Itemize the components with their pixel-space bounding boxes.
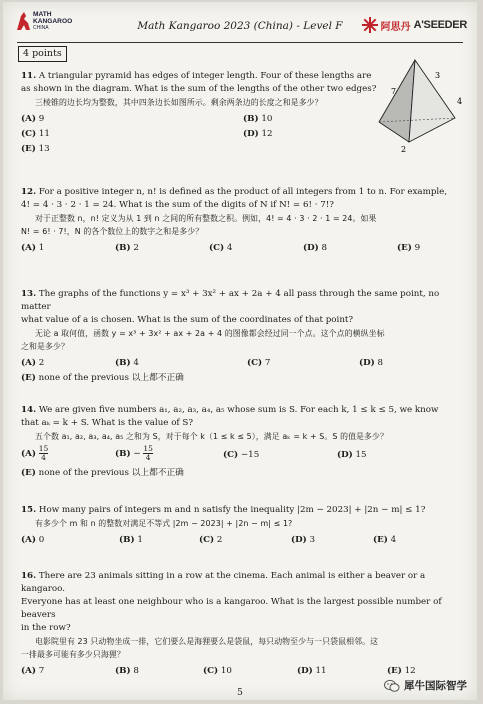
question-14 — [21, 404, 463, 482]
option-c: (C) 10 — [203, 666, 232, 676]
option-b: (B) 8 — [115, 666, 139, 676]
option-a: (A) 0 — [21, 535, 45, 545]
aseeder-logo — [362, 16, 467, 34]
option-b: (B) 1 — [119, 535, 143, 545]
option-c: (C) 7 — [247, 358, 271, 368]
option-b: (B) − $\frac{15}{4}$ — [115, 444, 153, 462]
page-header — [3, 2, 477, 42]
question-text: 13. The graphs of the functions y = x³ + 3x² + ax + 2a + 4 all pass through the same point, no matter — [21, 289, 440, 312]
question-text: in the row? — [21, 623, 71, 633]
options-row — [21, 534, 463, 549]
page-number: 5 — [237, 688, 243, 698]
question-15 — [21, 504, 463, 549]
question-13 — [21, 288, 463, 387]
option-d: (D) 15 — [337, 450, 367, 460]
option-d: (D) 8 — [303, 243, 328, 253]
edge-label: 4 — [457, 97, 463, 106]
fraction: $\frac{15}{4}$ — [143, 444, 153, 462]
question-text-cn: 电影院里有 23 只动物坐成一排，它们要么是海狸要么是袋鼠，每只动物至少与一只袋鼠相邻。这 — [35, 637, 379, 646]
options-row — [21, 467, 463, 482]
option-c: (C) 4 — [209, 243, 233, 253]
aseeder-en-name: A'SEEDER — [413, 19, 467, 31]
options-row — [21, 357, 463, 372]
question-text: 15. How many pairs of integers m and n satisfy the inequality |2m − 2023| + |2n − m| ≤ 1? — [21, 505, 426, 515]
question-text: that aₖ = k + S. What is the value of S? — [21, 418, 194, 428]
option-d: (D) 8 — [359, 358, 384, 368]
fraction: $\frac{15}{4}$ — [38, 444, 49, 462]
option-a: (A) 7 — [21, 666, 45, 676]
option-e: (E) 13 — [21, 144, 50, 154]
math-kangaroo-wordmark: MATH KANGAROO CHINA — [33, 11, 73, 31]
wechat-icon — [384, 679, 400, 693]
option-b: (B) 10 — [243, 114, 273, 124]
option-a: (A) 1 — [21, 243, 45, 253]
option-b: (B) 4 — [115, 358, 139, 368]
option-e: (E) none of the previous 以上都不正确 — [21, 373, 184, 383]
question-text: what value of a is chosen. What is the sum of the coordinates of that point? — [21, 315, 354, 325]
option-e: (E) none of the previous 以上都不正确 — [21, 468, 184, 478]
question-text: 11. A triangular pyramid has edges of integer length. Four of these lengths are — [21, 71, 372, 81]
question-text-cn: 之和是多少？ — [21, 342, 69, 351]
aseeder-star-icon — [362, 17, 378, 33]
aseeder-cn-name: 阿思丹 — [380, 21, 411, 33]
watermark — [384, 678, 467, 693]
pyramid-figure — [371, 58, 471, 154]
options-row — [21, 445, 463, 467]
option-c: (C) −15 — [223, 450, 260, 460]
option-c: (C) 11 — [21, 129, 50, 139]
points-label: 4 points — [18, 46, 67, 62]
option-d: (D) 11 — [297, 666, 327, 676]
option-a: (A) $\frac{15}{4}$ — [21, 444, 49, 462]
options-row — [21, 242, 463, 257]
question-text: 16. There are 23 animals sitting in a row at the cinema. Each animal is either a beaver or a kangaroo. — [21, 571, 426, 594]
question-text-cn: 无论 a 取何值，函数 y = x³ + 3x² + ax + 2a + 4 的图像都会经过同一个点。这个点的横纵坐标 — [35, 329, 385, 338]
option-b: (B) 2 — [115, 243, 139, 253]
watermark-text: 犀牛国际智学 — [404, 680, 467, 692]
question-text-cn: 一排最多可能有多少只海狸？ — [21, 650, 125, 659]
header-divider — [17, 42, 463, 43]
question-text-cn: 对于正整数 n，n! 定义为从 1 到 n 之间的所有整数之积。例如，4! = 4 · 3 · 2 · 1 = 24。如果 — [35, 214, 377, 223]
option-d: (D) 3 — [291, 535, 316, 545]
question-text-cn: 五个数 a₁, a₂, a₃, a₄, a₅ 之和为 S，对于每个 k（1 ≤ k ≤ 5），满足 aₖ = k + S。S 的值是多少？ — [35, 432, 389, 441]
option-a: (A) 2 — [21, 358, 45, 368]
exam-page — [3, 2, 477, 700]
question-text-cn: N! = 6! · 7!，N 的各个数位上的数字之和是多少？ — [21, 227, 204, 236]
question-text: as shown in the diagram. What is the sum of the lengths of the other two edges? — [21, 84, 377, 94]
options-row — [21, 372, 463, 387]
edge-label: 2 — [401, 145, 407, 154]
option-d: (D) 12 — [243, 129, 273, 139]
question-16 — [21, 570, 463, 680]
page-title: Math Kangaroo 2023 (China) - Level F — [137, 20, 343, 32]
question-text-cn: 三棱锥的边长均为整数，其中四条边长如图所示。剩余两条边的长度之和是多少？ — [35, 98, 323, 107]
question-text: 14. We are given five numbers a₁, a₂, a₃, a₄, a₅ whose sum is S. For each k, 1 ≤ k ≤ 5, we know — [21, 405, 439, 415]
question-text: 4! = 4 · 3 · 2 · 1 = 24. What is the sum of the digits of N if N! = 6! · 7!? — [21, 200, 334, 210]
option-c: (C) 2 — [199, 535, 223, 545]
edge-label: 3 — [435, 71, 441, 80]
edge-label: 7 — [391, 87, 397, 96]
question-text: 12. For a positive integer n, n! is defined as the product of all integers from 1 to n. For example, — [21, 187, 448, 197]
question-12 — [21, 186, 463, 257]
option-e: (E) 12 — [387, 666, 416, 676]
question-text: Everyone has at least one neighbour who is a kangaroo. What is the largest possible number of beavers — [21, 597, 442, 620]
option-e: (E) 4 — [373, 535, 397, 545]
option-e: (E) 9 — [397, 243, 421, 253]
question-text-cn: 有多少个 m 和 n 的整数对满足不等式 |2m − 2023| + |2n − m| ≤ 1? — [35, 519, 293, 528]
option-a: (A) 9 — [21, 114, 45, 124]
